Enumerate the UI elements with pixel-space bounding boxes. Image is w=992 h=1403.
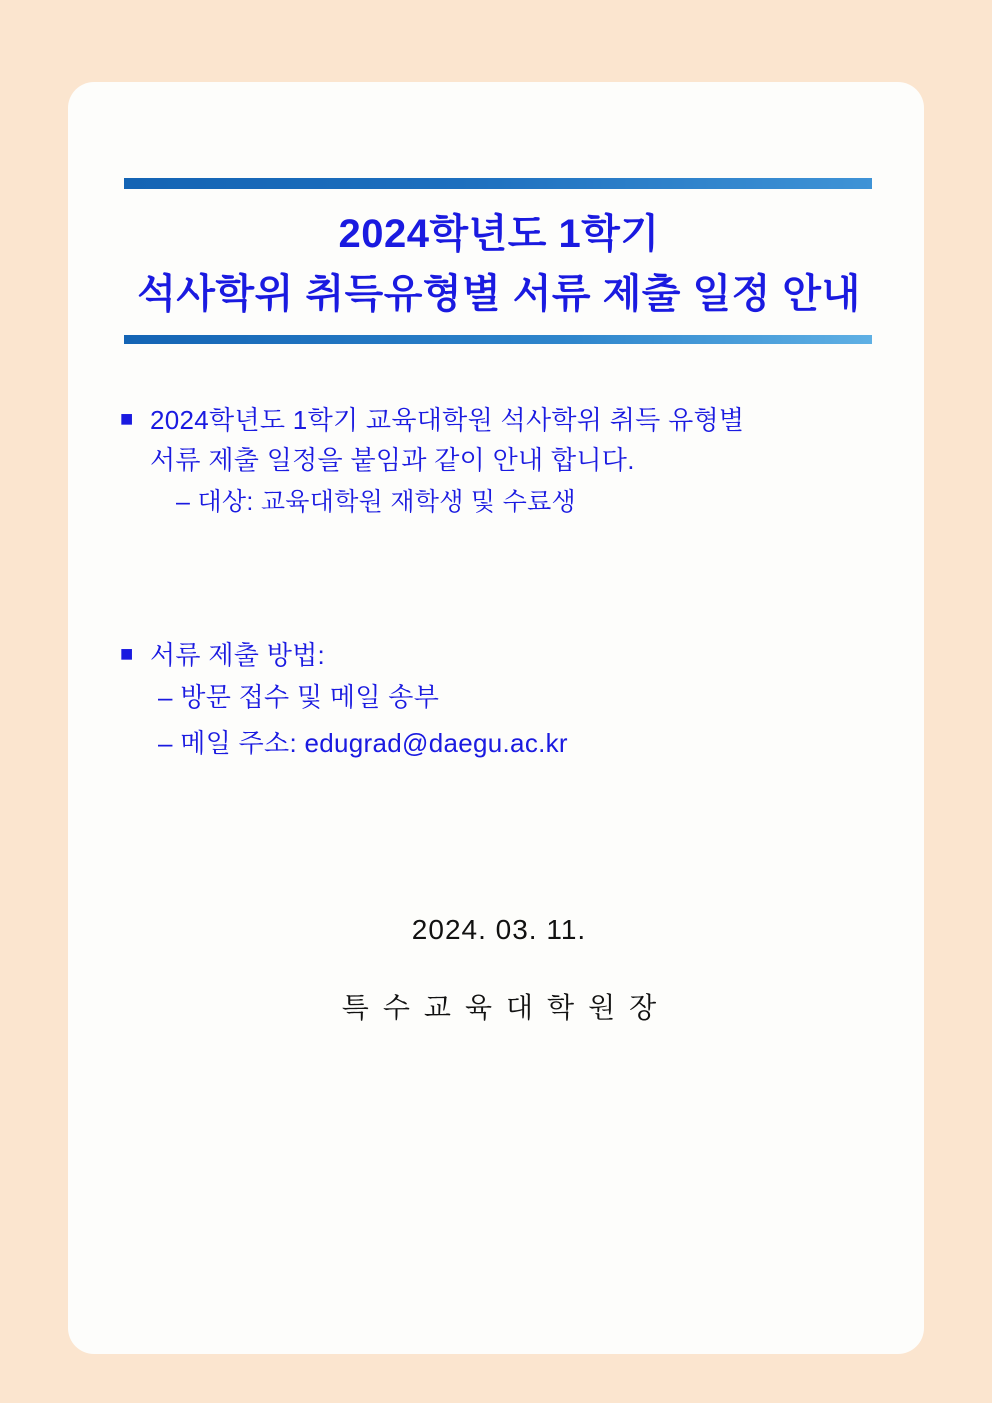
notice-text-line-1: 2024학년도 1학기 교육대학원 석사학위 취득 유형별 (150, 405, 745, 435)
section-notice (120, 400, 878, 440)
title-top-rule (124, 178, 872, 189)
title-line-1: 2024학년도 1학기 (338, 212, 660, 256)
section-spacer (120, 523, 878, 635)
page-title (120, 189, 878, 335)
document-content (120, 178, 878, 1026)
document-body (120, 400, 878, 766)
submission-item-0: – 방문 접수 및 메일 송부 (158, 682, 440, 713)
submission-heading: 서류 제출 방법: (150, 640, 326, 671)
title-bottom-rule (124, 335, 872, 344)
square-bullet-icon: ■ (120, 641, 134, 667)
square-bullet-icon: ■ (120, 406, 134, 431)
section-submission (120, 635, 878, 675)
signature-issuer: 특수교육대학원장 (341, 992, 671, 1024)
title-line-2: 석사학위 취득유형별 서류 제출 일정 안내 (137, 272, 861, 316)
document-page (68, 82, 924, 1354)
signature-date: 2024. 03. 11. (411, 914, 587, 946)
signature-block (120, 914, 878, 1026)
submission-item-1: – 메일 주소: edugrad@daegu.ac.kr (158, 727, 568, 758)
notice-target-line: – 대상: 교육대학원 재학생 및 수료생 (176, 487, 576, 516)
notice-text-line-2: 서류 제출 일정을 붙임과 같이 안내 합니다. (150, 445, 635, 476)
